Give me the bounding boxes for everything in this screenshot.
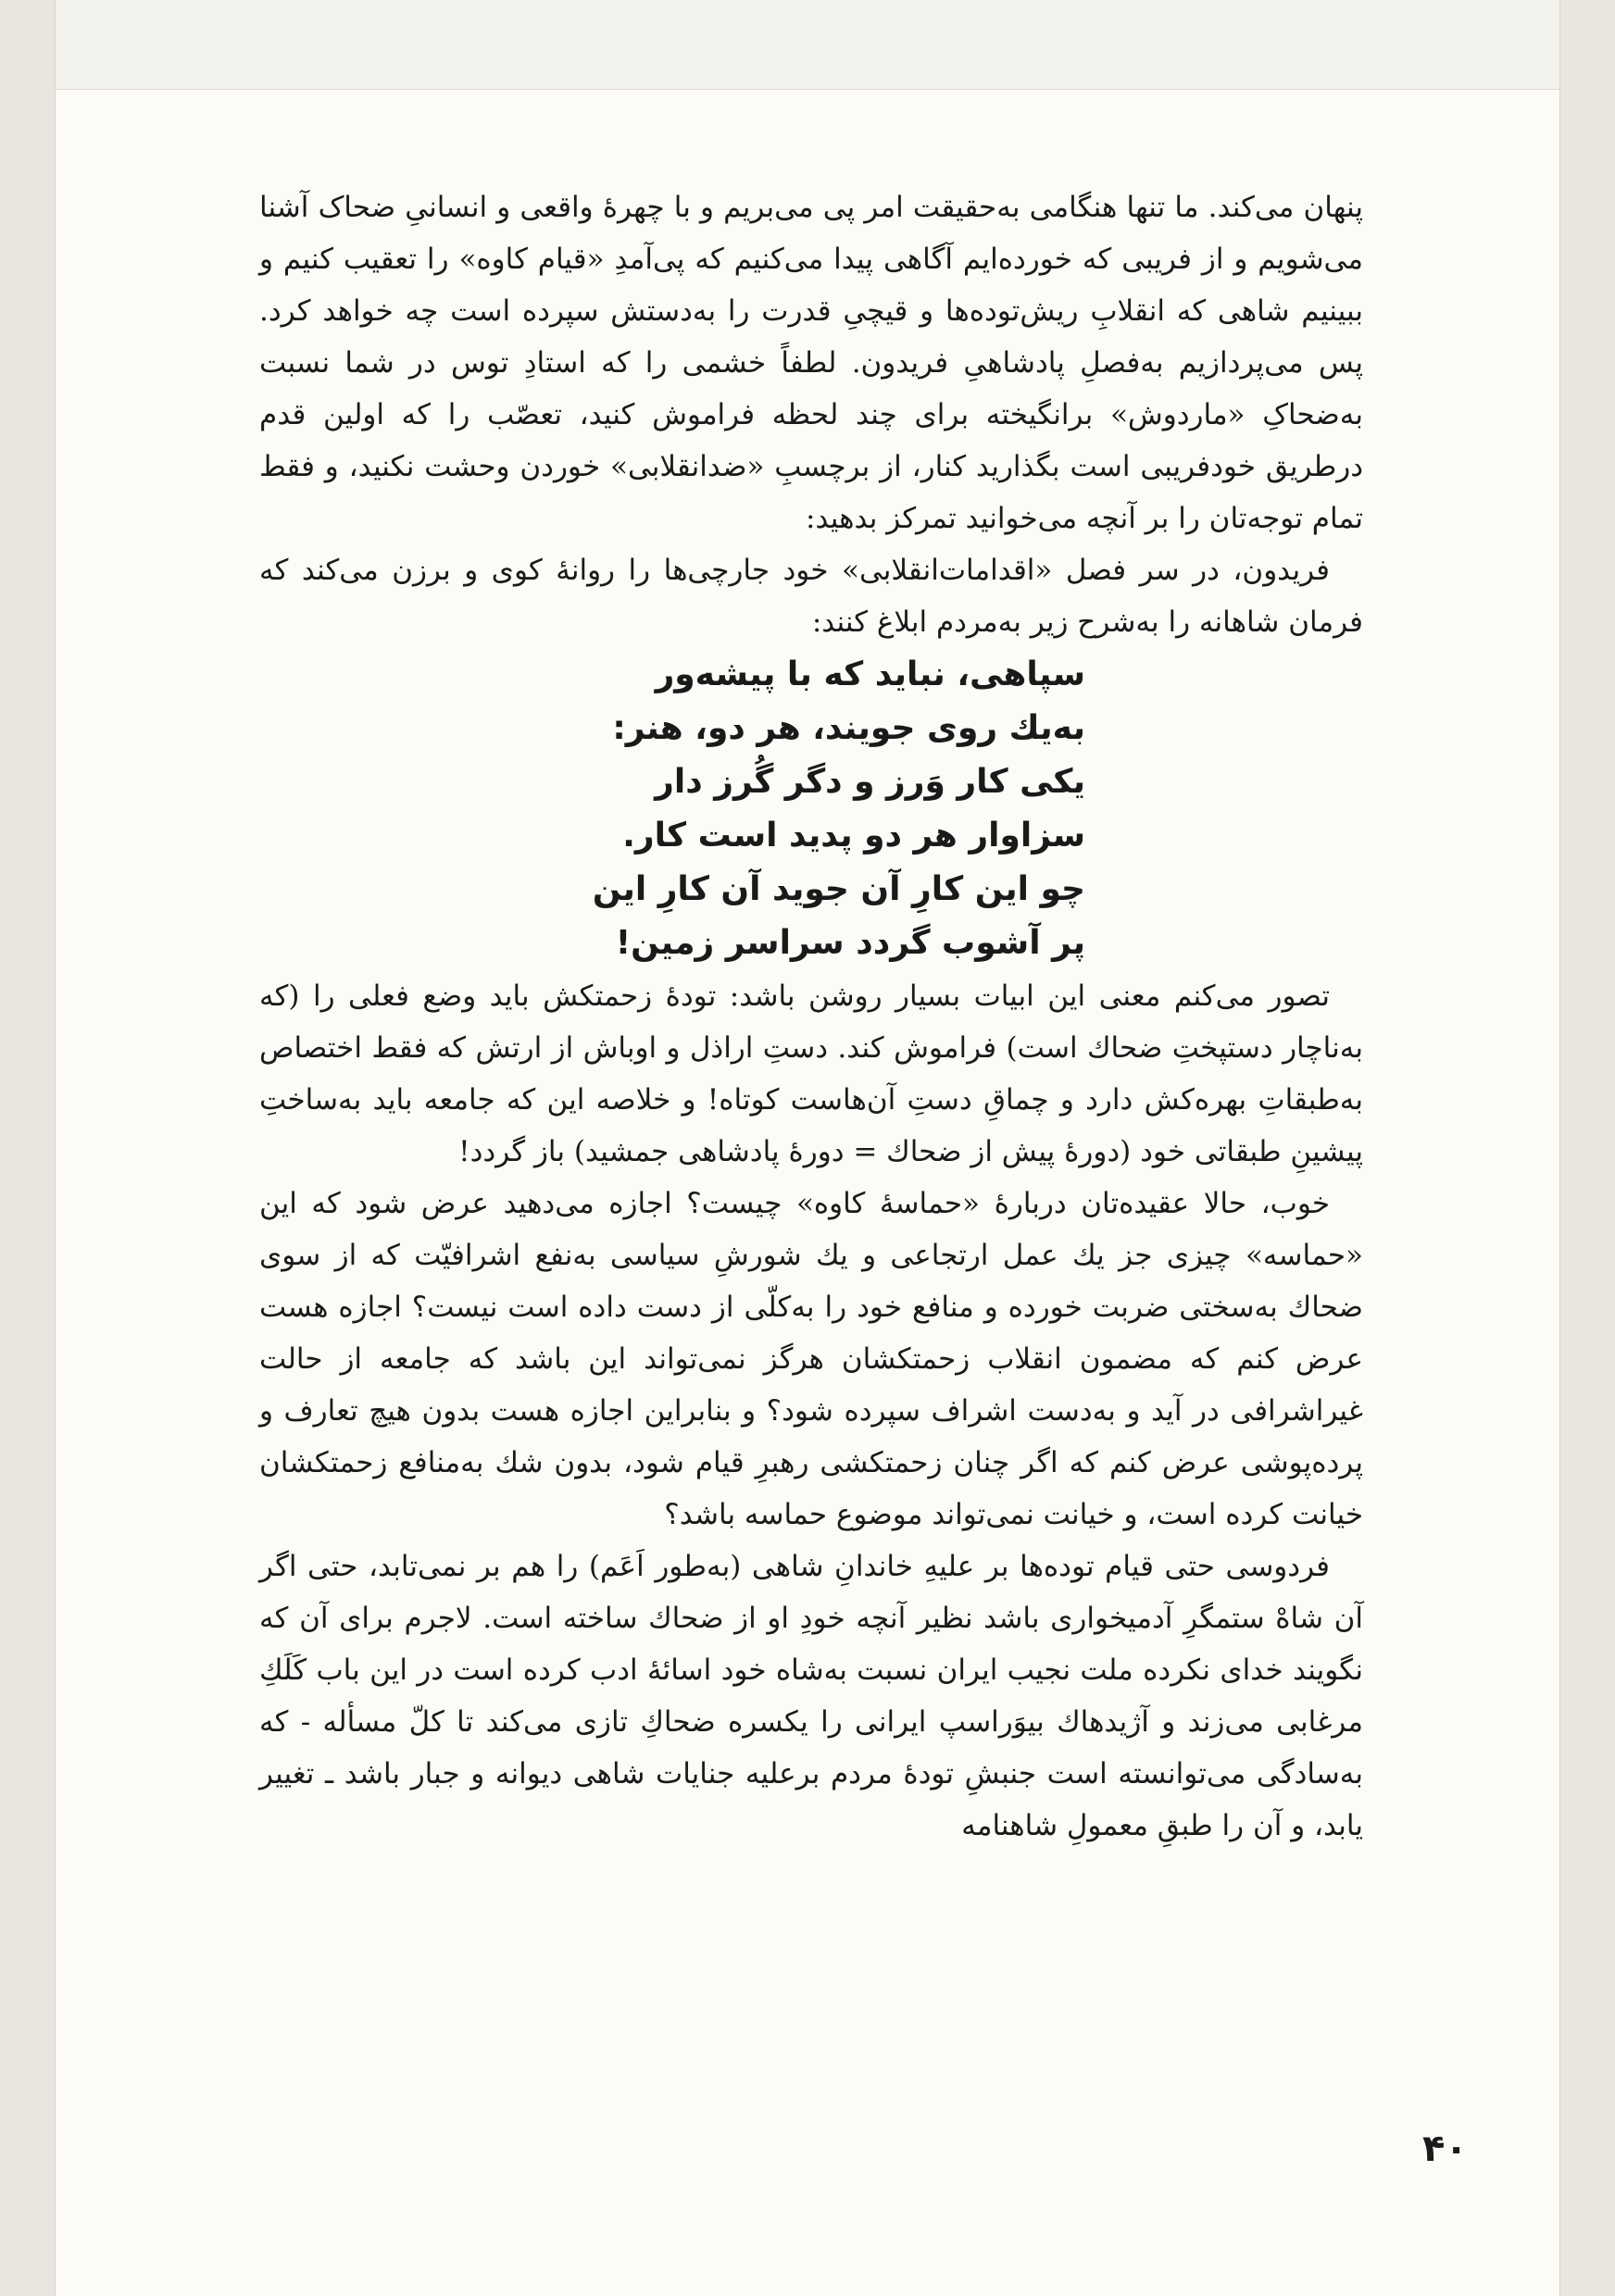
body-text [259,181,1363,1852]
page-number: ۴۰ [1422,2128,1468,2170]
poem-line: پر آشوب گردد سراسر زمین! [615,924,1085,962]
paragraph-1: پنهان می‌کند. ما تنها هنگامی به‌حقیقت امر پی می‌بریم و با چهرهٔ واقعی و انسانیِ ضحاک آشنا می‌شویم و از فریبی که خورده‌ایم آگاهی پیدا می‌کنیم که پی‌آمدِ «قیام کاوه» را تعقیب کنیم و ببینیم شاهی که انقلابِ ریش‌توده‌ها و قیچیِ قدرت را به‌دستش سپرده است چه خواهد کرد. پس می‌پردازیم به‌فصلِ پادشاهیِ فریدون. لطفاً خشمی را که استادِ توس در شما نسبت به‌ضحاکِ «ماردوش» برانگیخته برای چند لحظه فراموش کنید، تعصّب را که اولین قدم درطریق خودفریبی است بگذارید کنار، از برچسبِ «ضدانقلابی» خوردن وحشت نکنید، و فقط تمام توجه‌تان را بر آنچه می‌خوانید تمرکز بدهید: [259,191,1363,535]
paragraph-3: تصور می‌کنم معنی این ابیات بسیار روشن باشد: تودهٔ زحمتکش باید وضع فعلی را (که به‌ناچار دستپختِ ضحاك است) فراموش کند. دستِ اراذل و اوباش از ارتش که فقط اختصاص به‌طبقاتِ بهره‌کش دارد و چماقِ دستِ آن‌هاست کوتاه! و خلاصه این که جامعه باید به‌ساختِ پیشینِ طبقاتی خود (دورهٔ پیش از ضحاك = دورهٔ پادشاهی جمشید) باز گردد! [259,980,1363,1168]
paragraph-2: فریدون، در سر فصل «اقدامات‌انقلابی» خود جارچی‌ها را روانهٔ کوی و برزن می‌کند که فرمان شاهانه را به‌شرح زیر به‌مردم ابلاغ کنند: [259,554,1363,639]
poem-line: یکی کار وَرز و دگر گُرز دار [655,763,1085,801]
page-top-shade [56,0,1559,90]
poem-line: چو این کارِ آن جوید آن کارِ این [592,870,1085,908]
paragraph-5: فردوسی حتی قیام توده‌ها بر علیهِ خاندانِ شاهی (به‌طور اَعَم) را هم بر نمی‌تابد، حتی اگر آن شاهْ ستمگرِ آدمیخواری باشد نظیر آنچه خودِ او از ضحاك ساخته است. لاجرم برای آن که نگویند خدای نکرده ملت نجیب ایران نسبت به‌شاه خود اسائهٔ ادب کرده است در این باب کَلَكِ مرغابی می‌زند و آژیدهاك بیوَراسپ ایرانی را یکسره ضحاكِ تازی می‌کند تا کلّ مسأله - که به‌سادگی می‌توانسته است جنبشِ تودهٔ مردم برعلیه جنایات شاهی دیوانه و جبار باشد ـ تغییر یابد، و آن را طبقِ معمولِ شاهنامه [259,1550,1363,1842]
paragraph-4: خوب، حالا عقیده‌تان دربارهٔ «حماسهٔ کاوه» چیست؟ اجازه می‌دهید عرض شود که این «حماسه» چیزی جز یك عمل ارتجاعی و یك شورشِ سیاسی به‌نفع اشرافیّت که از سوی ضحاك به‌سختی ضربت خورده و منافع خود را به‌کلّی از دست داده است نیست؟ اجازه هست عرض کنم که مضمون انقلاب زحمتکشان هرگز نمی‌تواند این باشد که جامعه از حالت غیراشرافی در آید و به‌دست اشراف سپرده شود؟ و بنابراین اجازه هست بدون هیچ تعارف و پرده‌پوشی عرض کنم که اگر چنان زحمتکشی رهبرِ قیام شود، بدون شك به‌منافع زحمتکشان خیانت کرده است، و خیانت نمی‌تواند موضوع حماسه باشد؟ [259,1187,1363,1531]
poem-line: به‌یك روی جویند، هر دو، هنر: [612,709,1085,747]
poem-line: سزاوار هر دو پدید است کار. [622,817,1085,855]
poem [259,648,1363,970]
poem-line: سپاهی، نباید که با پیشه‌ور [655,655,1085,693]
